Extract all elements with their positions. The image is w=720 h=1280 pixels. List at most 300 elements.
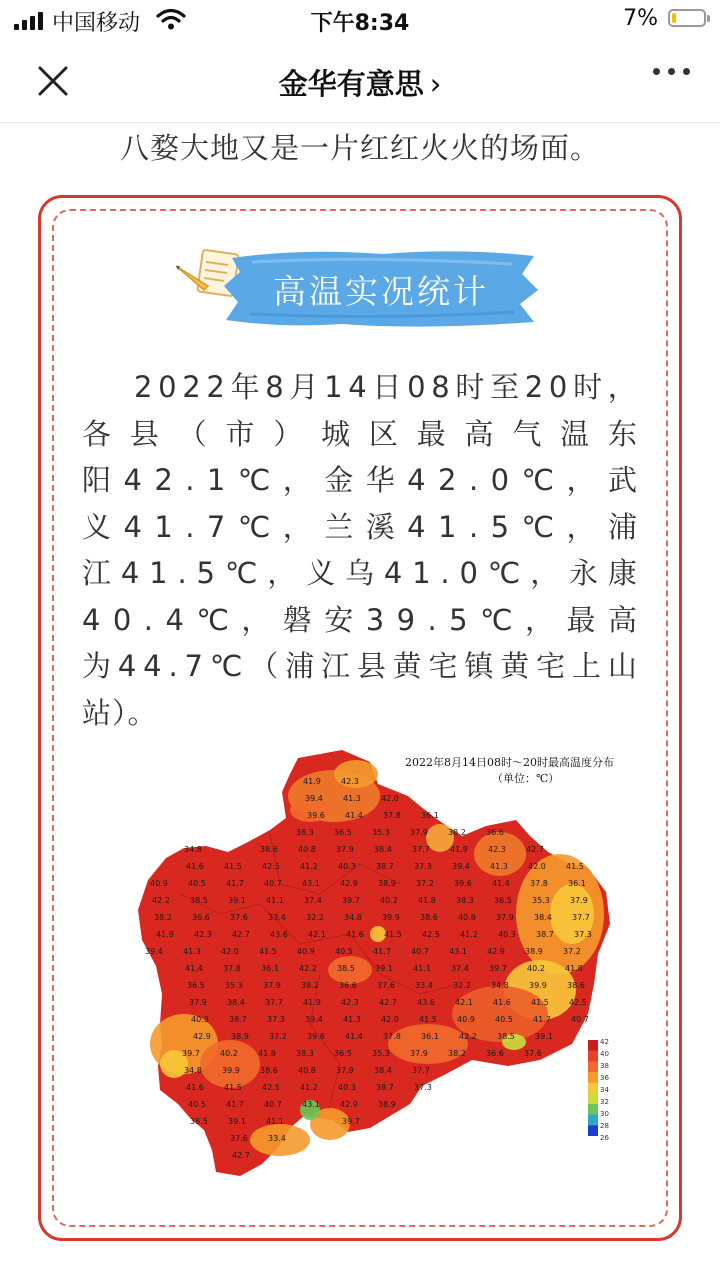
paragraph-char: 溪	[365, 509, 396, 544]
paragraph-char: 永	[569, 556, 600, 590]
temperature-reading: 34.8	[344, 913, 362, 922]
temperature-reading: 41.1	[266, 1117, 284, 1126]
temperature-reading: 38.2	[154, 913, 172, 922]
article-navbar	[0, 40, 720, 123]
temperature-reading: 37.9	[189, 998, 207, 1007]
temperature-reading: 37.7	[265, 998, 283, 1007]
temperature-reading: 37.3	[414, 1083, 432, 1092]
paragraph-char: 2	[182, 370, 202, 404]
map-title: 2022年8月14日08时～20时最高温度分布	[405, 756, 614, 769]
temperature-reading: 39.4	[145, 947, 163, 956]
temperature-reading: 42.9	[340, 1100, 358, 1109]
paragraph-char: .	[168, 649, 179, 683]
paragraph-char: 义	[82, 509, 113, 544]
paragraph-char: 4	[123, 509, 143, 544]
temperature-reading: 41.2	[460, 930, 478, 939]
temperature-reading: 38.9	[231, 1032, 249, 1041]
paragraph-char: 4	[117, 649, 138, 683]
temperature-reading: 43.1	[302, 1100, 320, 1109]
paragraph-char: .	[185, 509, 196, 544]
temperature-reading: 38.6	[260, 1066, 278, 1075]
paragraph-char: 武	[607, 463, 638, 497]
paragraph-char: 7	[184, 649, 204, 683]
temperature-reading: 37.3	[267, 1015, 285, 1024]
legend-swatch	[588, 1093, 598, 1104]
temperature-reading: 41.5	[224, 1083, 242, 1092]
paragraph-char: 4	[123, 463, 143, 497]
temperature-reading: 42.1	[308, 930, 326, 939]
temperature-reading: 42.0	[381, 794, 399, 803]
temperature-reading: 38.6	[420, 913, 438, 922]
paragraph-char: 至	[490, 370, 521, 404]
temperature-reading: 38.7	[376, 862, 394, 871]
section-banner	[222, 244, 540, 330]
paragraph-char: 安	[324, 602, 355, 637]
paragraph-line: 站）。	[82, 695, 158, 730]
paragraph-char: 0	[490, 463, 511, 497]
paragraph-char: 2	[524, 370, 545, 404]
temperature-reading: 39.4	[305, 1015, 323, 1024]
temperature-reading: 38.5	[190, 1117, 208, 1126]
paragraph-char: 为	[82, 649, 113, 683]
temperature-reading: 41.7	[226, 879, 244, 888]
paragraph-char: 乌	[344, 556, 375, 590]
temperature-reading: 36.6	[486, 828, 504, 837]
paragraph-char: 月	[289, 370, 320, 404]
paragraph-char: 1	[154, 509, 174, 544]
temperature-reading: 37.6	[230, 913, 248, 922]
temperature-reading: 40.8	[298, 1066, 316, 1075]
paragraph-char: .	[427, 602, 438, 637]
temperature-reading: 39.9	[529, 981, 547, 990]
temperature-reading: 39.6	[307, 1032, 325, 1041]
paragraph-char: ℃	[521, 509, 556, 544]
temperature-reading: 37.2	[416, 879, 434, 888]
temperature-reading: 39.1	[228, 896, 246, 905]
paragraph-line	[82, 457, 638, 504]
temperature-reading: 42.3	[341, 998, 359, 1007]
temperature-reading: 38.5	[497, 1032, 515, 1041]
temperature-reading: 37.3	[574, 930, 592, 939]
temperature-reading: 42.2	[152, 896, 170, 905]
paragraph-char: ，	[282, 463, 313, 497]
temperature-reading: 38.2	[448, 1049, 466, 1058]
temperature-reading: 41.6	[186, 1083, 204, 1092]
legend-swatch	[588, 1072, 598, 1083]
paragraph-char: 时	[573, 370, 604, 404]
paragraph-char: 高	[607, 602, 638, 637]
temperature-reading: 37.9	[336, 1066, 354, 1075]
legend-label: 36	[600, 1074, 609, 1082]
map-unit: （单位：℃）	[492, 772, 560, 785]
temperature-reading: 41.5	[531, 998, 549, 1007]
temperature-reading: 39.1	[375, 964, 393, 973]
intro-text: 八婺大地又是一片红红火火的场面。	[119, 131, 600, 165]
paragraph-char: 3	[365, 602, 386, 637]
temperature-reading: 36.6	[339, 981, 357, 990]
paragraph-char: 2	[438, 463, 458, 497]
paragraph-char: 市	[225, 416, 256, 451]
temperature-reading: 37.8	[383, 1032, 401, 1041]
paragraph-char: ℃	[480, 602, 514, 637]
paragraph-line	[82, 550, 638, 597]
temperature-reading: 40.9	[457, 1015, 475, 1024]
paragraph-char: 2	[154, 463, 174, 497]
paragraph-char: ℃	[237, 463, 272, 497]
paragraph-char: ℃	[521, 463, 556, 497]
temperature-reading: 39.7	[342, 896, 360, 905]
paragraph-char: ℃	[487, 556, 522, 590]
temperature-reading: 36.5	[494, 896, 512, 905]
paragraph-char: 4	[348, 370, 368, 404]
temperature-reading: 37.7	[412, 1066, 430, 1075]
legend-label: 34	[600, 1086, 609, 1094]
temperature-reading: 42.5	[569, 998, 587, 1007]
temperature-reading: 38.9	[378, 1100, 396, 1109]
paragraph-char: 温	[560, 416, 591, 451]
temperature-reading: 37.4	[451, 964, 469, 973]
temperature-zone	[388, 1024, 468, 1064]
temperature-reading: 41.8	[565, 964, 583, 973]
temperature-reading: 41.2	[300, 1083, 318, 1092]
temperature-reading: 42.2	[459, 1032, 477, 1041]
temperature-reading: 38.3	[296, 1049, 314, 1058]
temperature-reading: 41.1	[413, 964, 431, 973]
temperature-reading: 42.3	[194, 930, 212, 939]
temperature-reading: 40.2	[380, 896, 398, 905]
temperature-reading: 40.7	[264, 879, 282, 888]
temperature-reading: 42.9	[487, 947, 505, 956]
temperature-reading: 33.4	[415, 981, 433, 990]
paragraph-char: ℃	[209, 649, 244, 683]
temperature-reading: 40.5	[188, 879, 206, 888]
temperature-reading: 39.4	[305, 794, 323, 803]
temperature-reading: 41.6	[186, 862, 204, 871]
temperature-reading: 41.4	[345, 811, 363, 820]
legend-label: 42	[600, 1038, 609, 1046]
paragraph-char: 山	[607, 649, 638, 683]
temperature-reading: 37.9	[570, 896, 588, 905]
temperature-reading: 36.1	[568, 879, 586, 888]
temperature-reading: 39.9	[222, 1066, 240, 1075]
temperature-reading: 41.3	[343, 1015, 361, 1024]
temperature-reading: 33.4	[268, 1134, 286, 1143]
carrier-name: 中国移动	[52, 11, 141, 36]
paragraph-char: ，	[607, 370, 638, 404]
paragraph-char: 1	[324, 370, 344, 404]
temperature-reading: 41.3	[343, 794, 361, 803]
paragraph-char: ℃	[224, 556, 259, 590]
temperature-reading: 38.7	[376, 1083, 394, 1092]
temperature-reading: 36.6	[192, 913, 210, 922]
temperature-reading: 42.5	[262, 1083, 280, 1092]
paragraph-line	[82, 364, 638, 411]
temperature-reading: 37.8	[383, 811, 401, 820]
paragraph-char: .	[440, 556, 451, 590]
temperature-reading: 41.7	[226, 1100, 244, 1109]
legend-labels	[600, 1036, 609, 1144]
temperature-reading: 37.3	[414, 862, 432, 871]
temperature-reading: 42.9	[340, 879, 358, 888]
paragraph-char: 日	[372, 370, 403, 404]
temperature-reading: 38.7	[229, 1015, 247, 1024]
color-legend	[588, 1038, 609, 1142]
temperature-reading: 43.1	[302, 879, 320, 888]
temperature-reading: 39.7	[182, 1049, 200, 1058]
temperature-reading: 41.8	[258, 1049, 276, 1058]
temperature-reading: 41.9	[303, 998, 321, 1007]
temperature-reading: 40.8	[298, 845, 316, 854]
temperature-reading: 40.7	[264, 1100, 282, 1109]
temperature-reading: 40.3	[338, 1083, 356, 1092]
temperature-reading: 36.5	[334, 1049, 352, 1058]
temperature-reading: 39.7	[489, 964, 507, 973]
temperature-reading: 42.5	[422, 930, 440, 939]
temperature-reading: 38.4	[534, 913, 552, 922]
temperature-reading: 42.7	[232, 1151, 250, 1160]
temperature-reading: 41.9	[156, 930, 174, 939]
temperature-reading: 39.9	[382, 913, 400, 922]
temperature-reading: 37.9	[496, 913, 514, 922]
paragraph-line	[82, 597, 638, 644]
temperature-reading: 42.5	[262, 862, 280, 871]
more-options-icon[interactable]	[653, 68, 690, 75]
temperature-reading: 37.9	[410, 1049, 428, 1058]
paragraph-char: 宅	[536, 649, 567, 683]
paragraph-char: 5	[490, 509, 511, 544]
temperature-reading: 41.6	[346, 930, 364, 939]
temperature-reading: 42.7	[379, 998, 397, 1007]
temperature-reading: 36.5	[187, 981, 205, 990]
paragraph-char: 宅	[428, 649, 459, 683]
paragraph-char: 时	[455, 370, 486, 404]
status-time: 下午8:34	[310, 11, 410, 36]
status-bar	[0, 0, 720, 40]
temperature-reading: 41.1	[266, 896, 284, 905]
temperature-reading: 35.3	[372, 1049, 390, 1058]
temperature-reading: 40.5	[188, 1100, 206, 1109]
temperature-reading: 41.6	[493, 998, 511, 1007]
temperature-reading: 36.1	[261, 964, 279, 973]
paragraph-char: ℃	[196, 602, 230, 637]
temperature-reading: 38.2	[448, 828, 466, 837]
paragraph-char: 高	[464, 416, 495, 451]
legend-label: 32	[600, 1098, 609, 1106]
paragraph-char: ，	[566, 509, 597, 544]
temperature-reading: 32.2	[453, 981, 471, 990]
legend-swatch	[588, 1115, 598, 1126]
paragraph-char: ，	[282, 509, 313, 544]
temperature-reading: 38.6	[260, 845, 278, 854]
paragraph-char: （	[177, 416, 208, 451]
temperature-reading: 36.6	[486, 1049, 504, 1058]
legend-swatch	[588, 1061, 598, 1072]
temperature-reading: 40.5	[495, 1015, 513, 1024]
paragraph-char: 城	[321, 416, 352, 451]
legend-label: 38	[600, 1062, 609, 1070]
legend-swatch	[588, 1051, 598, 1062]
temperature-reading: 35.3	[225, 981, 243, 990]
paragraph-char: 1	[149, 556, 169, 590]
paragraph-line	[82, 411, 638, 458]
paragraph-char: 7	[206, 509, 227, 544]
paragraph-char: 华	[365, 463, 396, 497]
paragraph-char: .	[143, 602, 154, 637]
legend-color-bar	[588, 1040, 598, 1136]
battery-percentage: 7%	[623, 6, 658, 31]
paragraph-char: 9	[396, 602, 417, 637]
temperature-reading: 38.6	[567, 981, 585, 990]
temperature-reading: 39.1	[535, 1032, 553, 1041]
temperature-reading: 41.3	[490, 862, 508, 871]
temperature-reading: 36.1	[421, 1032, 439, 1041]
temperature-reading: 39.7	[342, 1117, 360, 1126]
temperature-reading: 39.1	[228, 1117, 246, 1126]
paragraph-char: 金	[324, 463, 355, 497]
temperature-reading: 42.0	[381, 1015, 399, 1024]
temperature-reading: 42.1	[455, 998, 473, 1007]
temperature-reading: 36.1	[421, 811, 439, 820]
temperature-reading: 38.2	[301, 981, 319, 990]
paragraph-line	[82, 504, 638, 551]
temperature-reading: 38.4	[374, 1066, 392, 1075]
temperature-reading: 43.6	[270, 930, 288, 939]
temperature-reading: 35.3	[372, 828, 390, 837]
paragraph-char: 年	[230, 370, 261, 404]
paragraph-char: 气	[512, 416, 543, 451]
paragraph-char: 4	[120, 556, 141, 590]
paragraph-char: 磐	[282, 602, 313, 637]
temperature-reading: 42.7	[232, 930, 250, 939]
temperature-reading: 34.8	[184, 845, 202, 854]
temperature-reading: 41.4	[345, 1032, 363, 1041]
temperature-zone	[200, 1040, 260, 1088]
paragraph-char: 县	[129, 416, 160, 451]
account-title-link[interactable]	[0, 62, 720, 103]
temperature-reading: 41.9	[450, 845, 468, 854]
temperature-reading: 42.7	[526, 845, 544, 854]
paragraph-char: 兰	[324, 509, 355, 544]
paragraph-char: 1	[438, 509, 458, 544]
paragraph-char: 5	[196, 556, 216, 590]
paragraph-char: ，	[267, 556, 298, 590]
temperature-reading: 37.8	[530, 879, 548, 888]
temperature-reading: 40.9	[297, 947, 315, 956]
temperature-reading: 41.3	[183, 947, 201, 956]
paragraph-char: .	[185, 463, 196, 497]
paragraph-char: 4	[383, 556, 404, 590]
temperature-reading: 40.7	[571, 1015, 589, 1024]
temperature-reading: 39.6	[454, 879, 472, 888]
legend-label: 40	[600, 1050, 609, 1058]
temperature-reading: 39.4	[452, 862, 470, 871]
legend-label: 26	[600, 1134, 609, 1142]
paragraph-char: 1	[206, 463, 227, 497]
temperature-reading: 41.7	[533, 1015, 551, 1024]
paragraph-char: .	[468, 509, 480, 544]
temperature-reading: 36.5	[334, 828, 352, 837]
temperature-reading: 40.9	[150, 879, 168, 888]
paragraph-char: 浦	[607, 509, 638, 544]
legend-label: 28	[600, 1122, 609, 1130]
temperature-reading: 41.5	[419, 1015, 437, 1024]
temperature-reading: 41.4	[492, 879, 510, 888]
temperature-reading: 41.5	[384, 930, 402, 939]
temperature-reading: 40.2	[220, 1049, 238, 1058]
paragraph-char: 浦	[285, 649, 316, 683]
temperature-reading: 37.6	[524, 1049, 542, 1058]
temperature-reading: 37.6	[230, 1134, 248, 1143]
paragraph-char: 0	[548, 370, 569, 404]
paragraph-char: 各	[82, 416, 113, 451]
temperature-reading: 32.2	[306, 913, 324, 922]
paragraph-char: 黄	[392, 649, 423, 683]
paragraph-char: 东	[607, 416, 638, 451]
paragraph-char: 8	[431, 370, 451, 404]
legend-swatch	[588, 1125, 598, 1136]
temperature-reading: 38.9	[378, 879, 396, 888]
temperature-reading: 40.7	[411, 947, 429, 956]
temperature-reading: 40.3	[191, 1015, 209, 1024]
temperature-reading: 37.7	[572, 913, 590, 922]
temperature-reading: 38.5	[337, 964, 355, 973]
temperature-reading: 41.2	[300, 862, 318, 871]
paragraph-char: .	[468, 463, 480, 497]
temperature-reading: 40.3	[338, 862, 356, 871]
paragraph-char: 最	[416, 416, 447, 451]
temperature-reading: 42.2	[299, 964, 317, 973]
legend-swatch	[588, 1040, 598, 1051]
temperature-reading: 38.7	[536, 930, 554, 939]
paragraph-char: 2	[206, 370, 226, 404]
paragraph-line	[82, 643, 638, 690]
temperature-reading: 37.2	[563, 947, 581, 956]
paragraph-char: ，	[530, 556, 561, 590]
paragraph-char: 0	[158, 370, 178, 404]
legend-swatch	[588, 1083, 598, 1094]
paragraph-char: （	[249, 649, 280, 683]
temperature-reading: 40.8	[458, 913, 476, 922]
paragraph-char: ）	[273, 416, 304, 451]
temperature-reading: 38.3	[296, 828, 314, 837]
paragraph-char: 黄	[500, 649, 531, 683]
temperature-reading: 41.5	[566, 862, 584, 871]
account-name: 金华有意思	[278, 67, 424, 101]
temperature-reading: 41.5	[259, 947, 277, 956]
temperature-reading: 41.5	[224, 862, 242, 871]
temperature-reading: 42.3	[488, 845, 506, 854]
temperature-reading: 38.4	[374, 845, 392, 854]
paragraph-char: 上	[571, 649, 602, 683]
paragraph-char: 0	[112, 602, 133, 637]
temperature-reading: 37.2	[269, 1032, 287, 1041]
paragraph-char: ，	[566, 463, 597, 497]
paragraph-char: 义	[306, 556, 337, 590]
paragraph-char: 4	[407, 509, 427, 544]
temperature-reading: 42.9	[193, 1032, 211, 1041]
temperature-reading: 34.8	[184, 1066, 202, 1075]
paragraph-char: 8	[265, 370, 285, 404]
temperature-reading: 37.4	[304, 896, 322, 905]
legend-label: 30	[600, 1110, 609, 1118]
temperature-reading: 42.0	[528, 862, 546, 871]
paragraph-char: 康	[607, 556, 638, 590]
temperature-reading: 41.7	[373, 947, 391, 956]
paragraph-char: ，	[525, 602, 556, 637]
paragraph-char: 县	[356, 649, 387, 683]
temperature-reading: 40.5	[335, 947, 353, 956]
temperature-reading: 37.9	[336, 845, 354, 854]
